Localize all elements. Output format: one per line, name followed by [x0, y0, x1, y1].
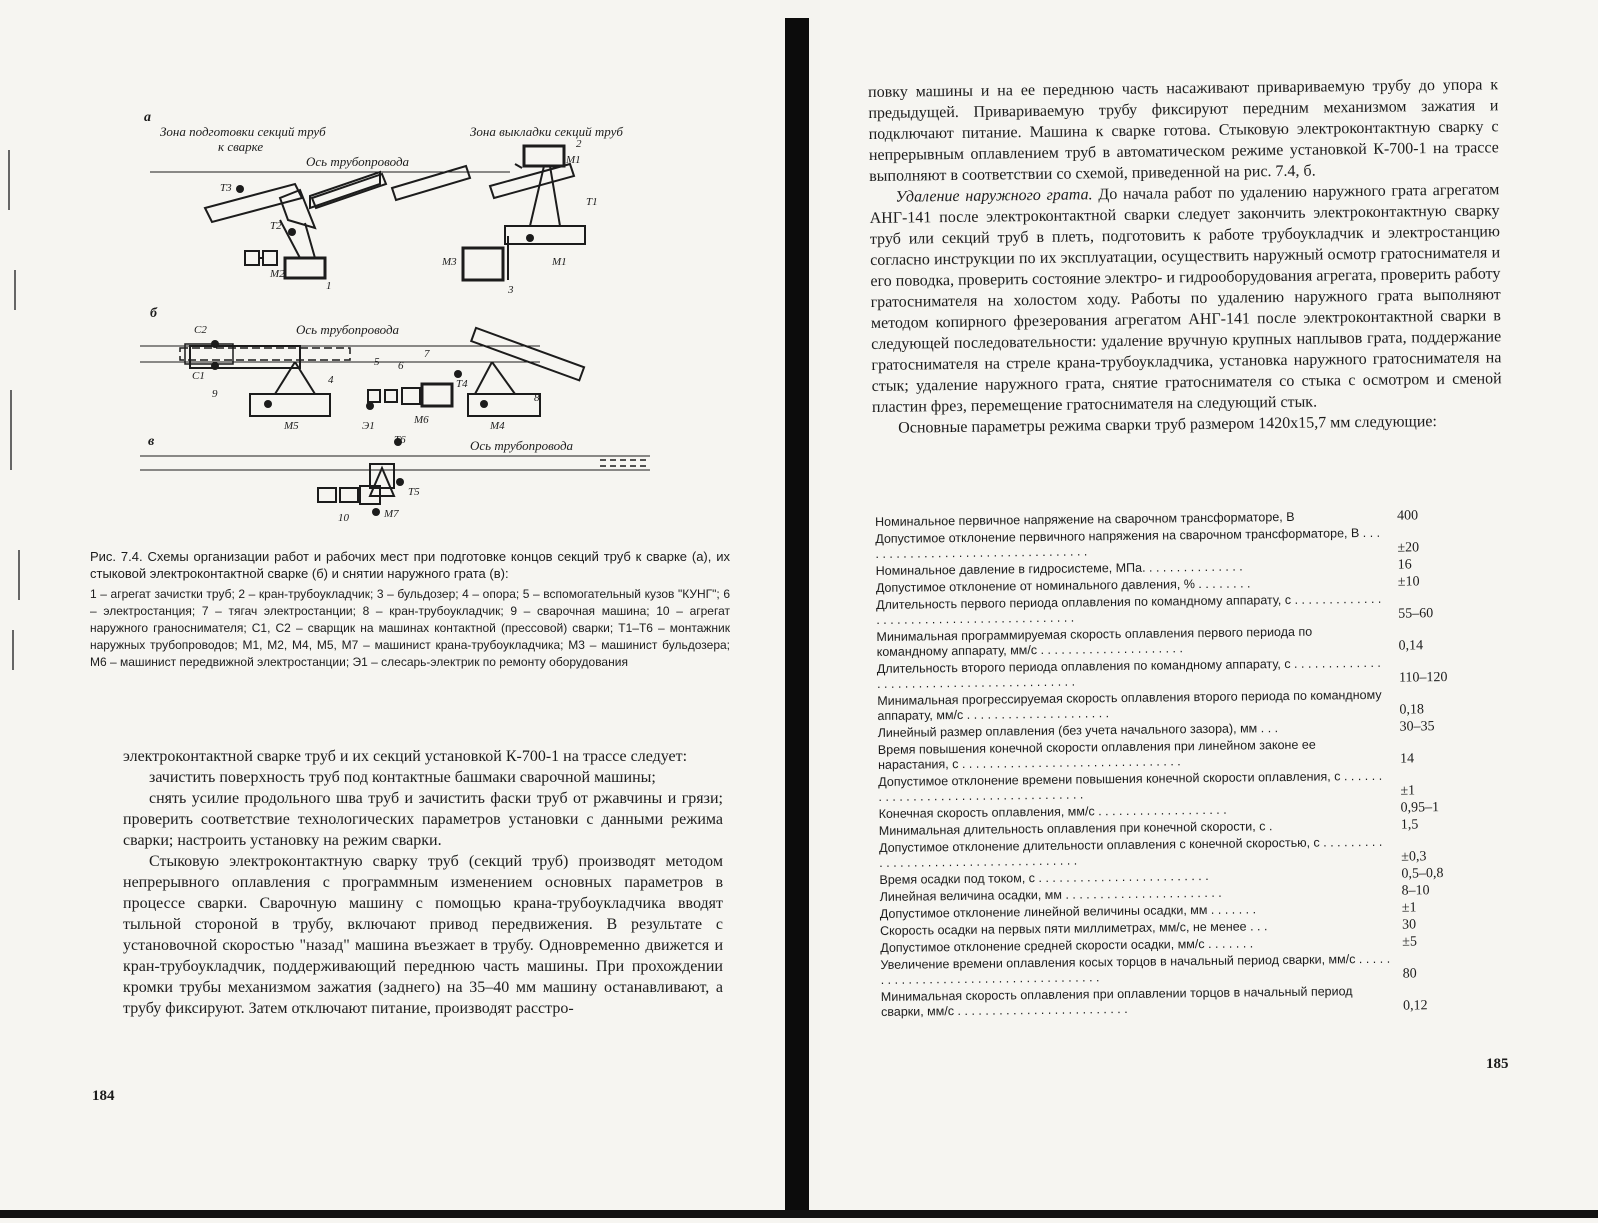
welding-parameters-list: [875, 507, 1521, 1022]
label-m2: М2: [270, 268, 285, 280]
param-row: Допустимое отклонение средней скорости осадки, мм/с . . . . . . . ±5: [880, 934, 1418, 955]
right-paragraph-2: [869, 179, 1502, 418]
left-paragraph-3: снять усилие продольного шва труб и зачистить фаски труб от ржавчины и грязи; проверить соответствие технологических параметров установки с данными режима сварки; настроить установку на режим сварки.: [123, 790, 723, 849]
label-c2: С2: [194, 324, 207, 336]
param-row: Время повышения конечной скорости оплавления при линейном законе ее нарастания, с . . . . . . . . . . . . . . . . . . . . . . . . . . . . . . . . 14: [877, 737, 1415, 772]
axis-label-a: Ось трубопровода: [306, 154, 410, 169]
param-row: Минимальная прогрессируемая скорость оплавления второго периода по командному аппарату, мм/с . . . . . . . . . . . . . . . . . . . . . 0,18: [877, 687, 1425, 723]
figure-diagram: [130, 108, 730, 538]
left-paragraph-4: Стыковую электроконтактную сварку труб (секций труб) производят методом непрерывного оплавления с программным изменением основных параметров в процессе сварки. Сварочную машину с помощью крана-трубоукладчика вводят тыльной стороной в трубу, включают привод передвижения. В результате с установочной скоростью "назад" машина въезжает в трубу. Одновременно движется и кран-трубоукладчик, поддерживающий переднюю часть машины. При прохождении кромки трубы механизмом зажатия (заднего) на 35–40 мм машину останавливают, а трубу фиксируют. Затем отключают питание, производят расстро-: [123, 853, 723, 1017]
label-t3: Т3: [220, 182, 232, 194]
label-t1: Т1: [586, 196, 598, 208]
param-row: Конечная скорость оплавления, мм/с . . . . . . . . . . . . . . . . . . . 0,95–1: [878, 800, 1440, 821]
label-t2: Т2: [270, 220, 282, 232]
label-3: 3: [508, 284, 514, 296]
label-4: 4: [328, 374, 334, 386]
label-10: 10: [338, 512, 349, 524]
param-row: Линейный размер оплавления (без учета начального зазора), мм . . . 30–35: [877, 719, 1435, 740]
scan-bottom-edge: [0, 1210, 1598, 1218]
param-row: Допустимое отклонение от номинального давления, % . . . . . . . . ±10: [875, 574, 1420, 595]
label-t6: Т6: [394, 434, 406, 446]
zone-prep-label-2: к сварке: [218, 139, 264, 154]
figure-7-4: [130, 108, 730, 538]
panel-a-letter: а: [144, 110, 151, 125]
right-paragraph-2-text: До начала работ по удалению наружного грата агрегатом АНГ-141 после электроконтактной сварки следует закончить электроконтактную сварку труб или секций труб в плеть, подготовить к работе трубоукладчик и электростанцию согласно инструкции по их эксплуатации, осуществить наружный осмотр гратоснимателя и его поводка, проверить состояние электро- и гидрооборудования агрегата, проверить работу гратоснимателя на холостом ходу. Работы по удалению наружного грата выполняют методом копирного фрезерования агрегатом АНГ-141 после электроконтактной сварки в следующей последовательности: удаление вручную крупных наплывов грата, поддержание гратоснимателя на стреле крана-трубоукладчика, установка наружного гратоснимателя на стык; удаление наружного грата, снятие гратоснимателя со стыка с осмотром и сменой пластин фрез, перемещение гратоснимателя на следующий стык.: [869, 181, 1502, 416]
param-row: Длительность первого периода оплавления по командному аппарату, с . . . . . . . . . . . . . . . . . . . . . . . . . . . . . . . . . . . . . . . . . . 55–60: [876, 591, 1434, 627]
label-m3: М3: [442, 256, 457, 268]
label-m6: М6: [414, 414, 429, 426]
label-1: 1: [326, 280, 332, 292]
caption-legend: 1 – агрегат зачистки труб; 2 – кран-трубоукладчик; 3 – бульдозер; 4 – опора; 5 – вспомогательный кузов "КУНГ"; 6 – электростанция; 7 – тягач электростанции; 8 – кран-трубоукладчик; 9 – сварочная машина; 10 – агрегат наружного граноснимателя; С1, С2 – сварщик на машинах контактной (прессовой) сварки; Т1–Т6 – монтажник наружных трубопроводов; М1, М2, М4, М5, М7 – машинист крана-трубоукладчика; М3 – машинист бульдозера; М6 – машинист передвижной электростанции; Э1 – слесарь-электрик по ремонту оборудования: [90, 587, 730, 669]
param-row: Линейная величина осадки, мм . . . . . . . . . . . . . . . . . . . . . . . 8–10: [879, 883, 1430, 904]
figure-caption: [90, 548, 730, 671]
param-row: Допустимое отклонение линейной величины осадки, мм . . . . . . . ±1: [879, 900, 1417, 921]
label-c1: С1: [192, 370, 205, 382]
label-2: 2: [576, 138, 582, 150]
param-row: Допустимое отклонение времени повышения конечной скорости оплавления, с . . . . . . . . . . . . . . . . . . . . . . . . . . . . . . . . . . . . ±1: [878, 768, 1416, 804]
axis-label-b: Ось трубопровода: [296, 322, 400, 337]
left-page-body: [123, 746, 723, 1019]
label-8: 8: [534, 392, 540, 404]
label-6: 6: [398, 360, 404, 372]
param-row: Номинальное первичное напряжение на сварочном трансформаторе, В 400: [875, 508, 1419, 529]
right-paragraph-3: Основные параметры режима сварки труб размером 1420х15,7 мм следующие:: [898, 413, 1438, 437]
caption-title: Рис. 7.4. Схемы организации работ и рабочих мест при подготовке концов секций труб к сварке (а), их стыковой электроконтактной сварке (б) и снятии наружного грата (в):: [90, 549, 730, 581]
label-m7: М7: [384, 508, 399, 520]
zone-prep-label: Зона подготовки секций труб: [160, 124, 326, 139]
param-row: Скорость осадки на первых пяти миллиметрах, мм/с, не менее . . . 30: [879, 917, 1417, 938]
right-paragraph-1: повку машины и на ее переднюю часть насаживают привариваемую трубу до упора к предыдущей. Привариваемую трубу фиксируют передним механизмом зажатия и подключают питание. Машина к сварке готова. Стыковую электроконтактную сварку с непрерывным оплавлением труб в автоматическом режиме установкой К-700-1 на трассе выполняют в соответствии со схемой, приведенной на рис. 7.4, б.: [868, 76, 1499, 185]
zone-layout-label: Зона выкладки секций труб: [470, 124, 623, 139]
label-7: 7: [424, 348, 430, 360]
param-row: Длительность второго периода оплавления по командному аппарату, с . . . . . . . . . . . . . . . . . . . . . . . . . . . . . . . . . . . . . . . . . . 110–120: [876, 655, 1448, 691]
axis-label-c: Ось трубопровода: [470, 438, 574, 453]
left-paragraph-2: зачистить поверхность труб под контактные башмаки сварочной машины;: [149, 769, 656, 786]
book-gutter: [785, 18, 809, 1218]
param-row: Время осадки под током, с . . . . . . . . . . . . . . . . . . . . . . . . . 0,5–0,8: [879, 866, 1444, 887]
label-t4: Т4: [456, 378, 468, 390]
param-row: Номинальное давление в гидросистеме, МПа. . . . . . . . . . . . . . . 16: [875, 557, 1412, 578]
label-5: 5: [374, 356, 380, 368]
param-row: Допустимое отклонение первичного напряжения на сварочном трансформаторе, В . . . . . . . . . . . . . . . . . . . . . . . . . . . . . . . . . . ±20: [875, 525, 1420, 561]
param-row: Минимальная программируемая скорость оплавления первого периода по командному аппарату, мм/с . . . . . . . . . . . . . . . . . . . . . 0,14: [876, 624, 1424, 659]
param-row: Минимальная длительность оплавления при конечной скорости, с . 1,5: [878, 817, 1419, 838]
section-heading-deburr: Удаление наружного грата.: [895, 186, 1093, 206]
label-m5: М5: [284, 420, 299, 432]
param-row: Допустимое отклонение длительности оплавления с конечной скоростью, с . . . . . . . . . . . . . . . . . . . . . . . . . . . . . . . . . . . . . . ±0,3: [878, 834, 1427, 870]
panel-c-letter: в: [148, 434, 155, 449]
scan-edge-noise: [6, 130, 26, 690]
page-number-left: 184: [92, 1088, 115, 1104]
right-page-body: [868, 74, 1502, 439]
param-row: Минимальная скорость оплавления при оплавлении торцов в начальный период сварки, мм/с . . . . . . . . . . . . . . . . . . . . . . . . . 0,12: [880, 984, 1428, 1019]
panel-b-letter: б: [150, 306, 157, 321]
label-m1-bottom: М1: [552, 256, 567, 268]
page-number-right: 185: [1486, 1056, 1509, 1072]
label-m1-top: М1: [566, 154, 581, 166]
label-9: 9: [212, 388, 218, 400]
left-paragraph-1: электроконтактной сварке труб и их секций установкой К-700-1 на трассе следует:: [123, 748, 688, 765]
label-e1: Э1: [362, 420, 375, 432]
label-m4: М4: [490, 420, 505, 432]
param-row: Увеличение времени оплавления косых торцов в начальный период сварки, мм/с . . . . . . . . . . . . . . . . . . . . . . . . . . . . . . . . . . . . . 80: [880, 951, 1417, 987]
label-t5: Т5: [408, 486, 420, 498]
